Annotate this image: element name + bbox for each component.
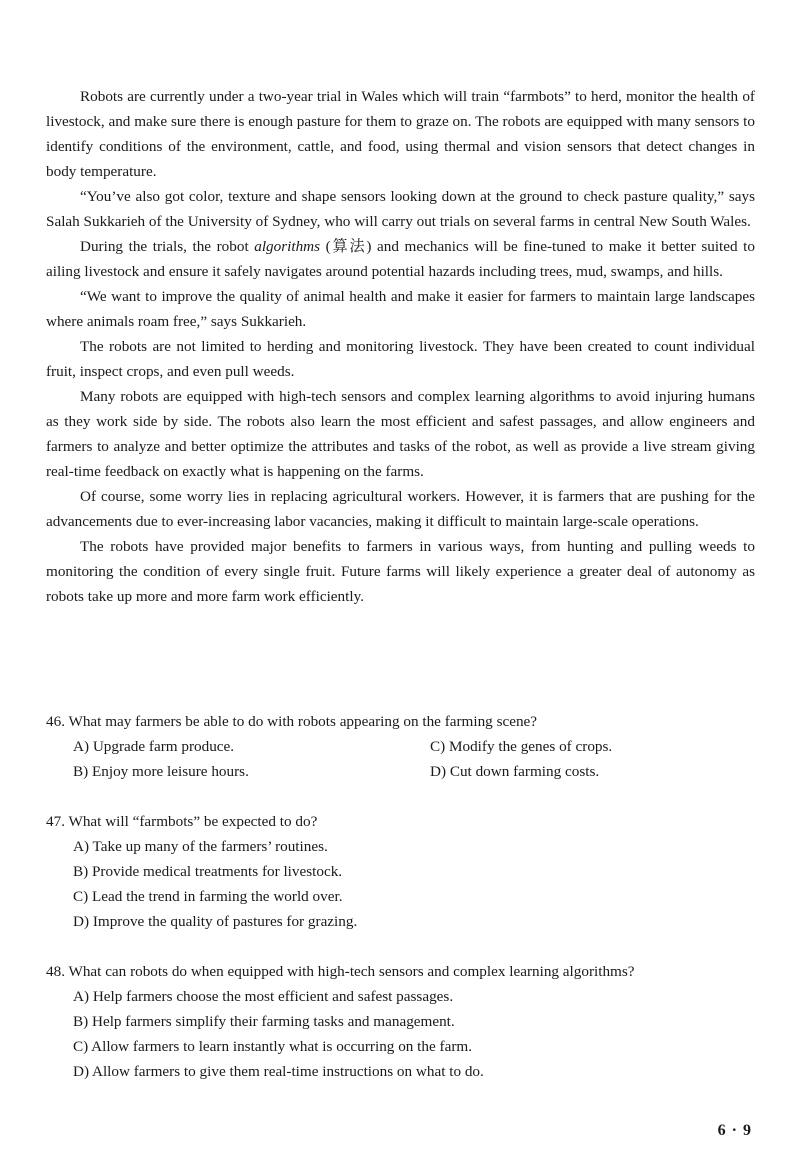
question-47-option-b: B) Provide medical treatments for livestock. [73,863,343,880]
question-47-option-a: A) Take up many of the farmers’ routines. [73,838,328,855]
question-48-option-d: D) Allow farmers to give them real-time instructions on what to do. [73,1063,484,1080]
question-46-option-a: A) Upgrade farm produce. [73,738,235,755]
page-number: 6 · 9 [717,1122,752,1139]
question-48 [46,959,755,1084]
passage-paragraph-1: Robots are currently under a two-year trial in Wales which will train “farmbots” to herd, monitor the health of livestock, and make sure there is enough pasture for them to graze on. The robots are equipped with many sensors to identify conditions of the environment, cattle, and food, using thermal and vision sensors that detect changes in body temperature. [46,88,755,180]
question-47-stem: 47. What will “farmbots” be expected to do? [46,813,318,830]
question-48-option-b: B) Help farmers simplify their farming tasks and management. [73,1013,455,1030]
question-46-options [73,734,755,784]
question-46 [46,709,755,784]
p3-text-after: and mechanics will be fine-tuned to make it better suited to ailing livestock and ensure it safely navigates around potential hazards including trees, mud, swamps, and hills. [46,238,755,280]
passage-paragraph-4: “We want to improve the quality of animal health and make it easier for farmers to maintain large landscapes where animals roam free,” says Sukkarieh. [46,288,755,330]
question-46-option-d: D) Cut down farming costs. [430,763,600,780]
passage-paragraph-2: “You’ve also got color, texture and shape sensors looking down at the ground to check pasture quality,” says Salah Sukkarieh of the University of Sydney, who will carry out trials on several farms in central New South Wales. [46,188,755,230]
passage-paragraph-6: Many robots are equipped with high-tech sensors and complex learning algorithms to avoid injuring humans as they work side by side. The robots also learn the most efficient and safest passages, and allow engineers and farmers to analyze and better optimize the attributes and tasks of the robot, as well as provide a live stream giving real-time feedback on exactly what is happening on the farms. [46,388,755,480]
passage-paragraph-3 [46,234,755,284]
passage-paragraph-7: Of course, some worry lies in replacing agricultural workers. However, it is farmers that are pushing for the advancements due to ever-increasing labor vacancies, making it difficult to maintain large-scale operations. [46,488,755,530]
question-47-option-c: C) Lead the trend in farming the world over. [73,888,343,905]
question-47-option-d: D) Improve the quality of pastures for grazing. [73,913,358,930]
glossed-term: algorithms [254,238,321,255]
question-46-option-b: B) Enjoy more leisure hours. [73,763,249,780]
reading-passage [46,84,755,609]
question-48-option-c: C) Allow farmers to learn instantly what is occurring on the farm. [73,1038,472,1055]
question-48-option-a: A) Help farmers choose the most efficient and safest passages. [73,988,454,1005]
question-48-options [73,984,755,1084]
term-gloss: (算法) [320,238,378,255]
passage-paragraph-5: The robots are not limited to herding and monitoring livestock. They have been created to count individual fruit, inspect crops, and even pull weeds. [46,338,755,380]
passage-paragraph-8: The robots have provided major benefits to farmers in various ways, from hunting and pulling weeds to monitoring the condition of every single fruit. Future farms will likely experience a greater deal of autonomy as robots take up more and more farm work efficiently. [46,538,755,605]
question-47 [46,809,755,934]
question-46-option-c: C) Modify the genes of crops. [430,738,613,755]
question-47-options [73,834,755,934]
question-48-stem: 48. What can robots do when equipped with high-tech sensors and complex learning algorithms? [46,963,635,980]
question-46-stem: 46. What may farmers be able to do with robots appearing on the farming scene? [46,713,538,730]
p3-text-before: During the trials, the robot [80,238,255,255]
